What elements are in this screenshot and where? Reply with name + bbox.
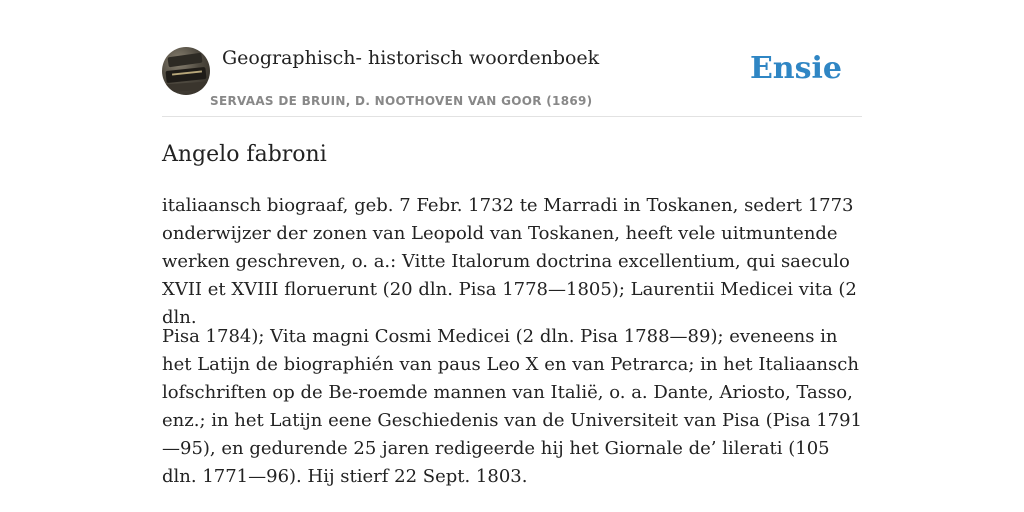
entry-title: Angelo fabroni (162, 142, 327, 167)
entry-paragraph-2: Pisa 1784); Vita magni Cosmi Medicei (2 dln. Pisa 1788—89); eveneens in het Latijn de biographién van paus Leo X en van Petrarca; in het Italiaansch lofschriften op de Be-roemde mannen van Italië, o. a. Dante, Ariosto, Tasso, enz.; in het Latijn eene Geschiedenis van de Universiteit van Pisa (Pisa 1791—95), en gedurende 25 jaren redigeerde hij het Giornale de’ lilerati (105 dln. 1771—96). Hij stierf 22 Sept. 1803. (162, 326, 862, 487)
site-header (162, 0, 862, 117)
book-avatar-icon[interactable] (162, 47, 210, 95)
ensie-logo-link[interactable]: Ensie (749, 51, 842, 86)
book-authors-year: SERVAAS DE BRUIN, D. NOOTHOVEN VAN GOOR (1869) (210, 94, 593, 108)
page-container (162, 0, 862, 487)
book-title-link[interactable]: Geographisch- historisch woordenboek (222, 47, 600, 69)
entry-paragraph-1: italiaansch biograaf, geb. 7 Febr. 1732 te Marradi in Toskanen, sedert 1773 onderwijzer der zonen van Leopold van Toskanen, heeft vele uitmuntende werken geschreven, o. a.: Vitte Italorum doctrina excellentium, qui saeculo XVII et XVIII floruerunt (20 dln. Pisa 1778—1805); Laurentii Medicei vita (2 dln. (162, 195, 857, 328)
